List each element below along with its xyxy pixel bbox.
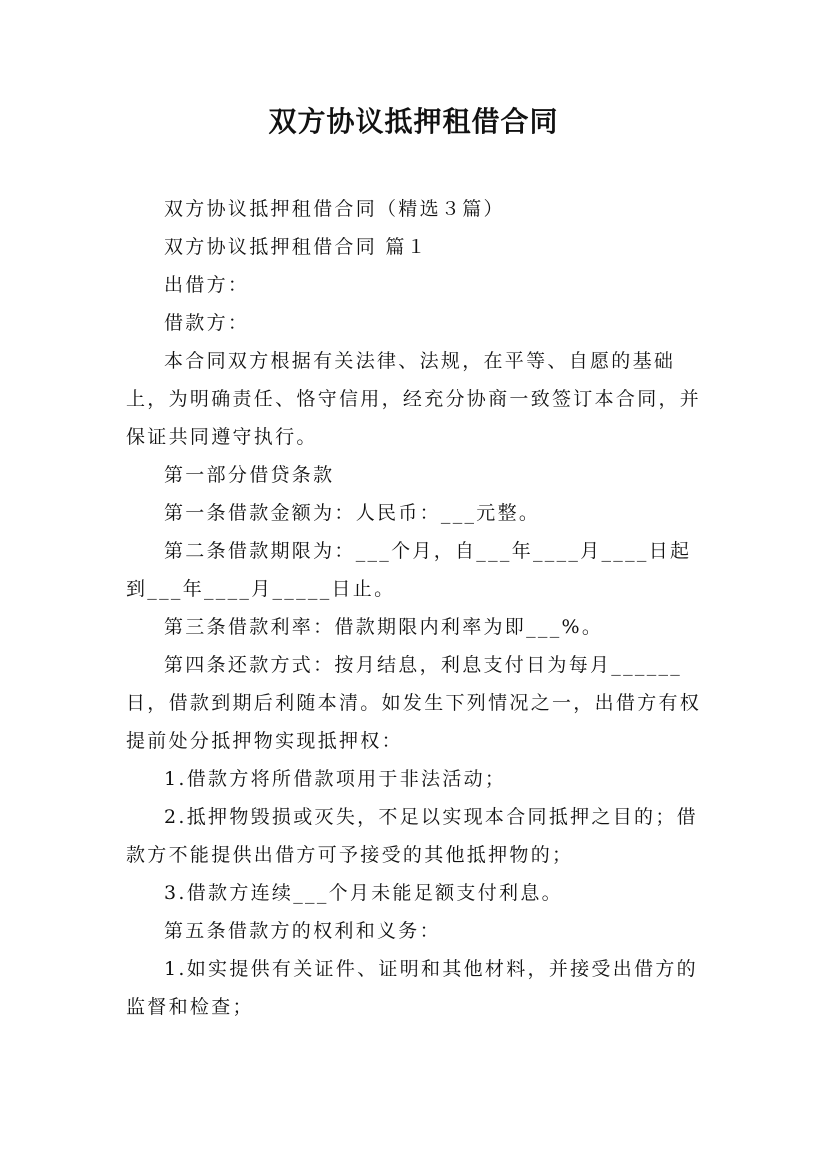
paragraph-item-1: 1.借款方将所借款项用于非法活动； <box>164 768 507 790</box>
document-title: 双方协议抵押租借合同 <box>268 105 559 138</box>
paragraph-preamble: 本合同双方根据有关法律、法规，在平等、自愿的基础上，为明确责任、恪守信用，经充分协商一致签订本合同，并保证共同遵守执行。 <box>126 350 702 448</box>
paragraph-item-2: 2.抵押物毁损或灭失，不足以实现本合同抵押之目的；借款方不能提供出借方可予接受的其他抵押物的； <box>126 806 698 866</box>
paragraph-part-one: 第一部分借贷条款 <box>164 464 335 486</box>
paragraph-lender: 出借方： <box>164 274 250 296</box>
document-body <box>126 190 706 1026</box>
paragraph-article-1: 第一条借款金额为：人民币：___元整。 <box>164 502 541 524</box>
paragraph-borrower: 借款方： <box>164 312 250 334</box>
paragraph-article-5: 第五条借款方的权利和义务： <box>164 920 441 942</box>
paragraph-subtitle: 双方协议抵押租借合同（精选３篇） <box>164 198 505 220</box>
paragraph-section-heading: 双方协议抵押租借合同 篇１ <box>164 236 428 258</box>
paragraph-article-5-item-1: 1.如实提供有关证件、证明和其他材料，并接受出借方的监督和检查； <box>126 958 698 1018</box>
paragraph-article-4: 第四条还款方式：按月结息，利息支付日为每月______日，借款到期后利随本清。如发生下列情况之一，出借方有权提前处分抵押物实现抵押权： <box>126 654 702 752</box>
paragraph-item-3: 3.借款方连续___个月未能足额支付利息。 <box>164 882 563 904</box>
paragraph-article-3: 第三条借款利率：借款期限内利率为即___%。 <box>164 616 604 638</box>
paragraph-article-2: 第二条借款期限为：___个月，自___年____月____日起到___年____月_____日止。 <box>126 540 692 600</box>
